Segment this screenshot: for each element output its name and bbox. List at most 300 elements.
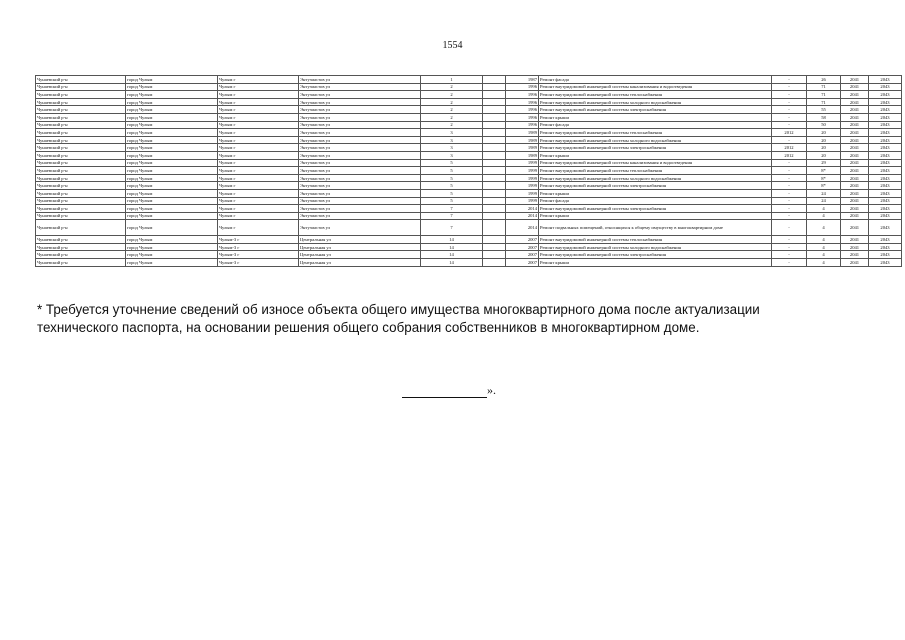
cell-build-year: 2007 (506, 243, 539, 251)
cell-wear-percent: 20 (807, 129, 841, 137)
cell-work-type: Ремонт крыши (539, 189, 772, 197)
cell-house-number: 7 (421, 205, 483, 213)
cell-build-year: 2014 (506, 212, 539, 220)
cell-build-year: 1999 (506, 174, 539, 182)
cell-housing (483, 83, 506, 91)
table-row (36, 174, 902, 182)
cell-work-type: Ремонт фасада (539, 76, 772, 84)
cell-street: Энтузиастов ул (299, 182, 421, 190)
cell-wear-percent: 4 (807, 205, 841, 213)
cell-district: Чунаевский р-н (36, 76, 126, 84)
cell-plan-end-year: 2043 (869, 189, 902, 197)
cell-district: Чунаевский р-н (36, 251, 126, 259)
cell-settlement: Чулым г (218, 91, 299, 99)
table-row (36, 151, 902, 159)
cell-street: Центральная ул (299, 243, 421, 251)
table-row (36, 76, 902, 84)
cell-settlement-type: город Чулым (126, 197, 218, 205)
cell-district: Чунаевский р-н (36, 106, 126, 114)
cell-settlement-type: город Чулым (126, 159, 218, 167)
cell-settlement-type: город Чулым (126, 259, 218, 267)
cell-street: Энтузиастов ул (299, 205, 421, 213)
table-row (36, 83, 902, 91)
cell-street: Энтузиастов ул (299, 144, 421, 152)
cell-housing (483, 113, 506, 121)
cell-settlement: Чулым-3 г (218, 243, 299, 251)
cell-settlement-type: город Чулым (126, 151, 218, 159)
table-row (36, 197, 902, 205)
cell-last-repair-year: - (772, 197, 807, 205)
cell-settlement: Чулым г (218, 76, 299, 84)
cell-wear-percent: 20 (807, 151, 841, 159)
cell-plan-end-year: 2043 (869, 159, 902, 167)
cell-work-type: Ремонт крыши (539, 113, 772, 121)
cell-wear-percent: 4 (807, 220, 841, 236)
table-row (36, 159, 902, 167)
cell-plan-start-year: 2041 (841, 251, 869, 259)
cell-house-number: 14 (421, 259, 483, 267)
cell-work-type: Ремонт внутридомовой инженерной системы холодного водоснабжения (539, 98, 772, 106)
cell-housing (483, 205, 506, 213)
cell-settlement-type: город Чулым (126, 106, 218, 114)
cell-plan-start-year: 2041 (841, 136, 869, 144)
table-row (36, 220, 902, 236)
cell-settlement: Чулым г (218, 189, 299, 197)
page-number: 1554 (442, 40, 463, 51)
cell-house-number: 2 (421, 121, 483, 129)
cell-district: Чунаевский р-н (36, 91, 126, 99)
cell-wear-percent: 4 (807, 259, 841, 267)
cell-plan-end-year: 2043 (869, 91, 902, 99)
cell-housing (483, 189, 506, 197)
cell-last-repair-year: - (772, 106, 807, 114)
table-row (36, 91, 902, 99)
cell-plan-start-year: 2041 (841, 236, 869, 244)
cell-district: Чунаевский р-н (36, 129, 126, 137)
cell-settlement: Чулым г (218, 220, 299, 236)
cell-build-year: 1999 (506, 167, 539, 175)
cell-wear-percent: 8* (807, 182, 841, 190)
cell-settlement: Чулым г (218, 121, 299, 129)
cell-housing (483, 144, 506, 152)
cell-build-year: 1999 (506, 182, 539, 190)
cell-last-repair-year: - (772, 76, 807, 84)
cell-house-number: 5 (421, 182, 483, 190)
cell-wear-percent: 71 (807, 91, 841, 99)
cell-last-repair-year: - (772, 251, 807, 259)
cell-street: Энтузиастов ул (299, 220, 421, 236)
cell-district: Чунаевский р-н (36, 113, 126, 121)
cell-work-type: Ремонт внутридомовой инженерной системы электроснабжения (539, 106, 772, 114)
cell-work-type: Ремонт крыши (539, 151, 772, 159)
cell-settlement-type: город Чулым (126, 182, 218, 190)
cell-house-number: 5 (421, 167, 483, 175)
cell-settlement-type: город Чулым (126, 144, 218, 152)
table-row (36, 106, 902, 114)
cell-build-year: 1989 (506, 129, 539, 137)
cell-street: Энтузиастов ул (299, 212, 421, 220)
cell-plan-end-year: 2043 (869, 106, 902, 114)
cell-build-year: 2014 (506, 220, 539, 236)
table-row (36, 136, 902, 144)
cell-district: Чунаевский р-н (36, 259, 126, 267)
cell-last-repair-year: - (772, 182, 807, 190)
cell-settlement: Чулым г (218, 106, 299, 114)
cell-last-repair-year: - (772, 167, 807, 175)
cell-district: Чунаевский р-н (36, 212, 126, 220)
cell-build-year: 1989 (506, 144, 539, 152)
cell-build-year: 2007 (506, 251, 539, 259)
cell-plan-end-year: 2043 (869, 182, 902, 190)
cell-housing (483, 220, 506, 236)
cell-work-type: Ремонт внутридомовой инженерной системы холодного водоснабжения (539, 243, 772, 251)
cell-housing (483, 174, 506, 182)
cell-street: Энтузиастов ул (299, 121, 421, 129)
cell-plan-start-year: 2041 (841, 220, 869, 236)
cell-house-number: 2 (421, 91, 483, 99)
cell-plan-end-year: 2043 (869, 167, 902, 175)
cell-plan-start-year: 2041 (841, 121, 869, 129)
cell-build-year: 1999 (506, 159, 539, 167)
cell-district: Чунаевский р-н (36, 197, 126, 205)
cell-district: Чунаевский р-н (36, 236, 126, 244)
cell-plan-start-year: 2041 (841, 106, 869, 114)
closing-quote: ». (487, 383, 496, 397)
cell-wear-percent: 71 (807, 98, 841, 106)
cell-wear-percent: 26 (807, 76, 841, 84)
cell-housing (483, 76, 506, 84)
cell-plan-end-year: 2043 (869, 243, 902, 251)
cell-work-type: Ремонт внутридомовой инженерной системы электроснабжения (539, 205, 772, 213)
cell-build-year: 1999 (506, 197, 539, 205)
cell-settlement-type: город Чулым (126, 243, 218, 251)
cell-settlement-type: город Чулым (126, 83, 218, 91)
cell-wear-percent: 55 (807, 106, 841, 114)
cell-last-repair-year: 2012 (772, 129, 807, 137)
cell-plan-start-year: 2041 (841, 159, 869, 167)
cell-house-number: 5 (421, 174, 483, 182)
cell-house-number: 5 (421, 189, 483, 197)
cell-housing (483, 236, 506, 244)
cell-last-repair-year: - (772, 159, 807, 167)
table-row (36, 129, 902, 137)
cell-plan-start-year: 2041 (841, 151, 869, 159)
cell-work-type: Ремонт внутридомовой инженерной системы электроснабжения (539, 251, 772, 259)
cell-plan-end-year: 2043 (869, 113, 902, 121)
table-row (36, 243, 902, 251)
cell-housing (483, 106, 506, 114)
cell-street: Энтузиастов ул (299, 83, 421, 91)
signature-blank (402, 386, 487, 398)
cell-house-number: 3 (421, 129, 483, 137)
cell-settlement: Чулым г (218, 197, 299, 205)
cell-plan-start-year: 2041 (841, 189, 869, 197)
cell-plan-start-year: 2041 (841, 197, 869, 205)
cell-build-year: 1996 (506, 98, 539, 106)
cell-settlement-type: город Чулым (126, 167, 218, 175)
cell-plan-start-year: 2041 (841, 174, 869, 182)
cell-last-repair-year: 2012 (772, 144, 807, 152)
cell-street: Центральная ул (299, 236, 421, 244)
cell-district: Чунаевский р-н (36, 174, 126, 182)
cell-housing (483, 167, 506, 175)
table-row (36, 98, 902, 106)
cell-settlement: Чулым г (218, 136, 299, 144)
table-row (36, 212, 902, 220)
cell-build-year: 1987 (506, 76, 539, 84)
cell-last-repair-year: - (772, 98, 807, 106)
cell-settlement-type: город Чулым (126, 136, 218, 144)
cell-work-type: Ремонт внутридомовой инженерной системы электроснабжения (539, 182, 772, 190)
cell-work-type: Ремонт внутридомовой инженерной системы теплоснабжения (539, 167, 772, 175)
cell-plan-end-year: 2043 (869, 83, 902, 91)
cell-plan-end-year: 2043 (869, 259, 902, 267)
cell-work-type: Ремонт внутридомовой инженерной системы теплоснабжения (539, 129, 772, 137)
cell-district: Чунаевский р-н (36, 144, 126, 152)
cell-district: Чунаевский р-н (36, 83, 126, 91)
cell-last-repair-year: - (772, 236, 807, 244)
cell-wear-percent: 4 (807, 212, 841, 220)
cell-work-type: Ремонт фасада (539, 197, 772, 205)
cell-district: Чунаевский р-н (36, 205, 126, 213)
cell-house-number: 3 (421, 136, 483, 144)
cell-plan-end-year: 2043 (869, 98, 902, 106)
cell-housing (483, 91, 506, 99)
cell-plan-end-year: 2043 (869, 151, 902, 159)
cell-house-number: 2 (421, 98, 483, 106)
cell-plan-end-year: 2043 (869, 174, 902, 182)
cell-wear-percent: 4 (807, 236, 841, 244)
cell-build-year: 2007 (506, 259, 539, 267)
cell-house-number: 2 (421, 113, 483, 121)
cell-settlement-type: город Чулым (126, 251, 218, 259)
table-row (36, 251, 902, 259)
cell-district: Чунаевский р-н (36, 136, 126, 144)
cell-plan-start-year: 2041 (841, 113, 869, 121)
cell-last-repair-year: - (772, 91, 807, 99)
cell-district: Чунаевский р-н (36, 98, 126, 106)
cell-housing (483, 251, 506, 259)
cell-last-repair-year: 2012 (772, 151, 807, 159)
cell-work-type: Ремонт внутридомовой инженерной системы холодного водоснабжения (539, 174, 772, 182)
cell-settlement: Чулым г (218, 144, 299, 152)
cell-plan-end-year: 2043 (869, 129, 902, 137)
cell-housing (483, 129, 506, 137)
cell-build-year: 2007 (506, 236, 539, 244)
cell-settlement: Чулым-3 г (218, 236, 299, 244)
cell-settlement-type: город Чулым (126, 205, 218, 213)
cell-district: Чунаевский р-н (36, 151, 126, 159)
cell-plan-start-year: 2041 (841, 129, 869, 137)
cell-street: Энтузиастов ул (299, 129, 421, 137)
cell-settlement: Чулым г (218, 113, 299, 121)
cell-district: Чунаевский р-н (36, 167, 126, 175)
cell-settlement-type: город Чулым (126, 174, 218, 182)
cell-district: Чунаевский р-н (36, 189, 126, 197)
cell-settlement: Чулым г (218, 205, 299, 213)
table-row (36, 121, 902, 129)
cell-last-repair-year: - (772, 212, 807, 220)
cell-district: Чунаевский р-н (36, 243, 126, 251)
table-row (36, 182, 902, 190)
cell-house-number: 2 (421, 106, 483, 114)
cell-work-type: Ремонт внутридомовой инженерной системы канализования и водоотведения (539, 159, 772, 167)
cell-plan-start-year: 2041 (841, 182, 869, 190)
cell-housing (483, 151, 506, 159)
cell-last-repair-year: - (772, 113, 807, 121)
cell-last-repair-year: - (772, 220, 807, 236)
cell-build-year: 1989 (506, 151, 539, 159)
cell-build-year: 1996 (506, 121, 539, 129)
cell-settlement: Чулым-3 г (218, 251, 299, 259)
cell-street: Энтузиастов ул (299, 91, 421, 99)
cell-house-number: 14 (421, 236, 483, 244)
cell-plan-start-year: 2041 (841, 83, 869, 91)
cell-street: Энтузиастов ул (299, 174, 421, 182)
cell-wear-percent: 20 (807, 136, 841, 144)
cell-wear-percent: 8* (807, 167, 841, 175)
cell-plan-start-year: 2041 (841, 212, 869, 220)
cell-wear-percent: 24 (807, 189, 841, 197)
cell-plan-end-year: 2043 (869, 144, 902, 152)
table-row (36, 236, 902, 244)
cell-housing (483, 243, 506, 251)
table-row (36, 189, 902, 197)
cell-housing (483, 121, 506, 129)
cell-plan-end-year: 2043 (869, 251, 902, 259)
cell-last-repair-year: - (772, 243, 807, 251)
cell-housing (483, 136, 506, 144)
cell-settlement-type: город Чулым (126, 113, 218, 121)
cell-plan-end-year: 2043 (869, 197, 902, 205)
cell-work-type: Ремонт крыши (539, 212, 772, 220)
cell-settlement: Чулым г (218, 159, 299, 167)
footnote: * Требуется уточнение сведений об износе объекта общего имущества многоквартирного дома после актуализации технического паспорта, на основании решения общего собрания собственников в многоквартирном доме. (37, 302, 760, 335)
table-row (36, 144, 902, 152)
cell-plan-start-year: 2041 (841, 98, 869, 106)
cell-house-number: 14 (421, 243, 483, 251)
closing-line (402, 383, 496, 398)
cell-settlement: Чулым г (218, 151, 299, 159)
cell-district: Чунаевский р-н (36, 159, 126, 167)
cell-house-number: 5 (421, 197, 483, 205)
cell-wear-percent: 4 (807, 243, 841, 251)
table-row (36, 205, 902, 213)
cell-last-repair-year: - (772, 121, 807, 129)
cell-last-repair-year: - (772, 136, 807, 144)
cell-plan-end-year: 2043 (869, 121, 902, 129)
cell-settlement-type: город Чулым (126, 189, 218, 197)
table-row (36, 113, 902, 121)
cell-build-year: 1996 (506, 83, 539, 91)
cell-work-type: Ремонт внутридомовой инженерной системы холодного водоснабжения (539, 136, 772, 144)
cell-housing (483, 159, 506, 167)
table-body (36, 76, 902, 267)
cell-settlement: Чулым г (218, 174, 299, 182)
cell-wear-percent: 20 (807, 144, 841, 152)
cell-plan-start-year: 2041 (841, 243, 869, 251)
cell-build-year: 1996 (506, 113, 539, 121)
cell-build-year: 2014 (506, 205, 539, 213)
cell-street: Центральная ул (299, 251, 421, 259)
cell-housing (483, 259, 506, 267)
cell-wear-percent: 29 (807, 159, 841, 167)
cell-last-repair-year: - (772, 205, 807, 213)
cell-settlement: Чулым-3 г (218, 259, 299, 267)
cell-house-number: 2 (421, 83, 483, 91)
cell-plan-start-year: 2041 (841, 144, 869, 152)
cell-settlement: Чулым г (218, 212, 299, 220)
cell-street: Энтузиастов ул (299, 106, 421, 114)
cell-plan-end-year: 2043 (869, 236, 902, 244)
cell-street: Центральная ул (299, 259, 421, 267)
cell-settlement: Чулым г (218, 182, 299, 190)
cell-settlement-type: город Чулым (126, 212, 218, 220)
cell-housing (483, 212, 506, 220)
cell-last-repair-year: - (772, 189, 807, 197)
cell-street: Энтузиастов ул (299, 167, 421, 175)
cell-street: Энтузиастов ул (299, 76, 421, 84)
cell-wear-percent: 50 (807, 121, 841, 129)
cell-wear-percent: 58 (807, 113, 841, 121)
cell-house-number: 7 (421, 212, 483, 220)
cell-house-number: 14 (421, 251, 483, 259)
cell-district: Чунаевский р-н (36, 121, 126, 129)
cell-settlement: Чулым г (218, 167, 299, 175)
cell-street: Энтузиастов ул (299, 159, 421, 167)
cell-plan-end-year: 2043 (869, 76, 902, 84)
cell-build-year: 1989 (506, 136, 539, 144)
cell-settlement: Чулым г (218, 83, 299, 91)
cell-settlement: Чулым г (218, 129, 299, 137)
cell-work-type: Ремонт фасада (539, 121, 772, 129)
cell-settlement-type: город Чулым (126, 129, 218, 137)
cell-build-year: 1999 (506, 189, 539, 197)
cell-plan-start-year: 2041 (841, 167, 869, 175)
cell-housing (483, 182, 506, 190)
cell-street: Энтузиастов ул (299, 197, 421, 205)
cell-housing (483, 197, 506, 205)
cell-street: Энтузиастов ул (299, 98, 421, 106)
cell-district: Чунаевский р-н (36, 220, 126, 236)
cell-wear-percent: 8* (807, 174, 841, 182)
cell-wear-percent: 24 (807, 197, 841, 205)
cell-house-number: 5 (421, 159, 483, 167)
cell-street: Энтузиастов ул (299, 136, 421, 144)
cell-house-number: 7 (421, 220, 483, 236)
cell-plan-end-year: 2043 (869, 136, 902, 144)
cell-last-repair-year: - (772, 174, 807, 182)
cell-plan-end-year: 2043 (869, 205, 902, 213)
cell-build-year: 1996 (506, 106, 539, 114)
cell-house-number: 1 (421, 76, 483, 84)
cell-street: Энтузиастов ул (299, 113, 421, 121)
cell-plan-start-year: 2041 (841, 76, 869, 84)
cell-district: Чунаевский р-н (36, 182, 126, 190)
cell-settlement: Чулым г (218, 98, 299, 106)
cell-street: Энтузиастов ул (299, 151, 421, 159)
table-row (36, 167, 902, 175)
cell-wear-percent: 4 (807, 251, 841, 259)
cell-settlement-type: город Чулым (126, 220, 218, 236)
cell-plan-end-year: 2043 (869, 212, 902, 220)
cell-work-type: Ремонт подвальных помещений, относящихся к общему имуществу в многоквартирном доме (539, 220, 772, 236)
cell-housing (483, 98, 506, 106)
cell-work-type: Ремонт крыши (539, 259, 772, 267)
cell-settlement-type: город Чулым (126, 98, 218, 106)
cell-plan-start-year: 2041 (841, 259, 869, 267)
cell-house-number: 3 (421, 144, 483, 152)
